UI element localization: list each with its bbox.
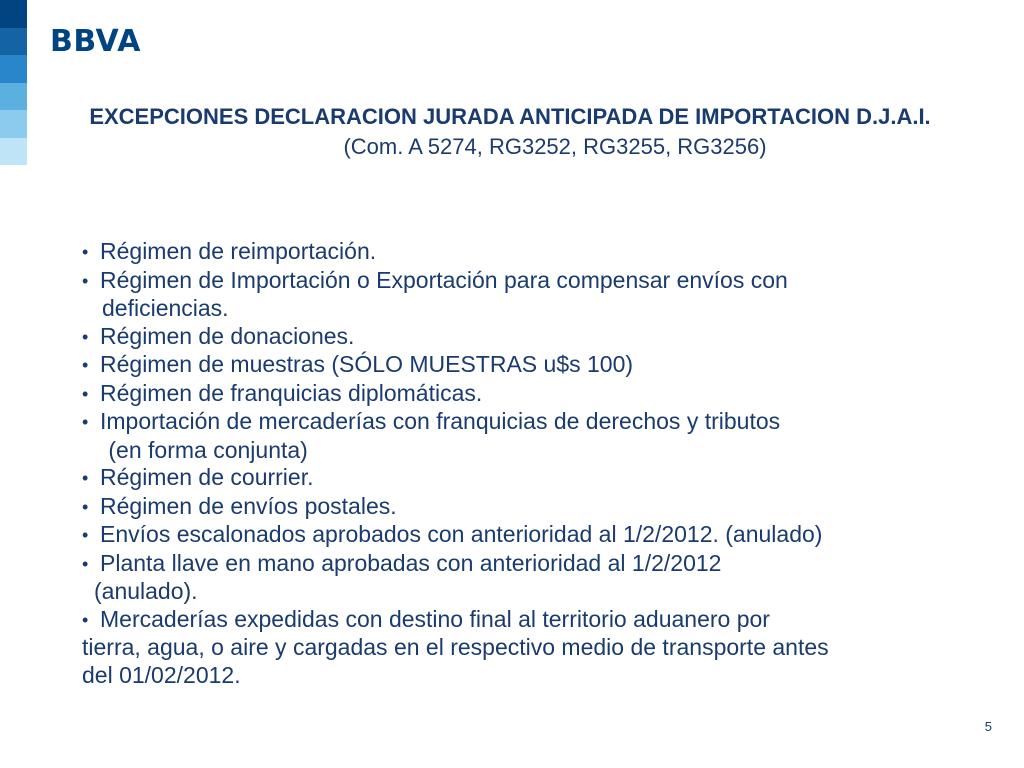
bullet-icon: • [82, 355, 89, 375]
list-item [82, 351, 982, 380]
bullet-icon: • [82, 326, 89, 347]
bullet-icon: • [82, 383, 89, 404]
list-item-text: Régimen de reimportación. [100, 238, 377, 264]
list-item [82, 550, 982, 606]
brand-stripe [0, 0, 27, 165]
list-item [82, 380, 982, 409]
list-item-text: Envíos escalonados aprobados con anterioridad al 1/2/2012. (anulado) [100, 521, 823, 547]
list-item-text: Régimen de franquicias diplomáticas. [100, 379, 483, 406]
bbva-logo: BBVA [50, 24, 141, 59]
list-item [82, 606, 982, 690]
list-item [82, 323, 982, 352]
bullet-icon: • [82, 412, 89, 432]
slide-subtitle: (Com. A 5274, RG3252, RG3255, RG3256) [343, 134, 767, 159]
list-item-text: Régimen de envíos postales. [100, 492, 397, 519]
bullet-icon: • [82, 525, 89, 545]
list-item-text: Régimen de muestras (SÓLO MUESTRAS u$s 100) [100, 351, 634, 377]
page-number: 5 [984, 719, 992, 734]
list-item-continuation: (en forma conjunta) [102, 436, 308, 463]
list-item [82, 493, 982, 522]
list-item-text: Planta llave en mano aprobadas con anterioridad al 1/2/2012 [100, 549, 722, 576]
bullet-icon: • [82, 553, 89, 574]
list-item-text: Régimen de courrier. [100, 464, 314, 490]
list-item-continuation: (anulado). [94, 578, 198, 604]
stripe-segment [0, 0, 27, 28]
bullet-icon: • [82, 242, 89, 262]
bullet-icon: • [82, 468, 89, 488]
slide-title: EXCEPCIONES DECLARACION JURADA ANTICIPADA DE IMPORTACION D.J.A.I. [89, 104, 931, 129]
list-item-continuation: del 01/02/2012. [82, 661, 241, 688]
stripe-segment [0, 110, 27, 138]
stripe-segment [0, 28, 27, 56]
list-item-text: Importación de mercaderías con franquicias de derechos y tributos [100, 408, 781, 434]
list-item-text: Régimen de donaciones. [100, 322, 355, 349]
bullet-icon: • [82, 609, 89, 630]
stripe-segment [0, 55, 27, 83]
list-item-text: Régimen de Importación o Exportación para compensar envíos con [100, 266, 788, 293]
list-item [82, 521, 982, 550]
list-item [82, 408, 982, 464]
list-item-continuation: tierra, agua, o aire y cargadas en el respectivo medio de transporte antes [82, 634, 829, 660]
bullet-icon: • [82, 270, 89, 291]
stripe-segment [0, 83, 27, 111]
list-item [82, 238, 982, 267]
list-item [82, 267, 982, 323]
list-item-text: Mercaderías expedidas con destino final al territorio aduanero por [100, 605, 770, 632]
list-item [82, 464, 982, 493]
bullet-list [82, 238, 982, 689]
list-item-continuation: deficiencias. [102, 295, 229, 321]
stripe-segment [0, 138, 27, 166]
bullet-icon: • [82, 496, 89, 517]
